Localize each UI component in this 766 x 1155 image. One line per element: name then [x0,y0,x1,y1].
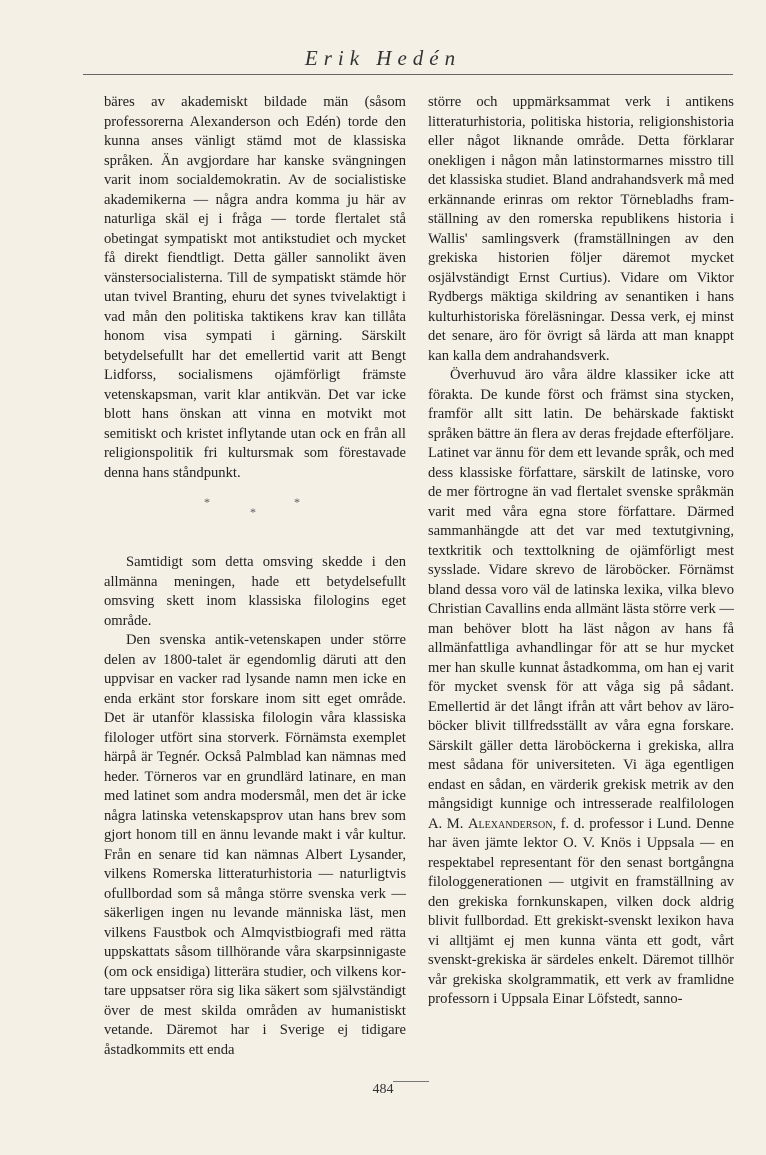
page-number: 484 [372,1082,394,1097]
right-column [428,93,734,1010]
right-paragraph-2-part-b: , f. d. professor i Lund. Denne har även jämte lektor O. V. Knös i Uppsala — en respektabel representant för den senast bortgångna filologgenerationen — utgivit en framställning av den grekiska fornkunskapen, vilken dock aldrig blivit fullbordad. Ett grekiskt-svenskt lexikon hava vi alltjämt ej men kunna vänta ett godt, vårt svenskt-grekiska är särdeles enkelt. Däremot tillhör vår grekiska skolgrammatik, ett verk av framlidne professorn i Uppsala Einar Löfstedt, sanno- [428,815,734,1007]
right-paragraph-1: större och uppmärksammat verk i antikens litteraturhistoria, politiska historia, religionshistoria eller något liknande område. Detta förklarar onekligen i någon mån latinstormarnes misstro till det klassiska studiet. Bland andrahandsverk må med erkännande erinras om rektor Törnebladhs framställning av den romerska republikens historia i Wallis' samlingsverk (framställningen av den grekiska historien följer däremot mycket osjälvständigt Ernst Curtius). Vidare om Viktor Rydbergs mäktiga skildring av senantiken i hans kulturhistoriska föreläsningar. Dessa verk, ej minst det senare, äro för övrigt så lärda att man knappt kan kalla dem andrahandsverk. [428,94,734,364]
left-paragraph-2: Samtidigt som detta omsving skedde i den allmänna meningen, hade ett betydelsefullt omsving skett inom klassiska filologins eget område. [104,554,406,629]
header-rule [83,74,733,75]
section-separator [104,493,406,553]
separator-star: * [250,505,256,519]
left-paragraph-3: Den svenska antik-vetenskapen under större delen av 1800-talet är egendomlig däruti att den uppvisar en vacker rad lysande namn men icke en enda erkänt stor forskare inom sitt eget område. Det är utanför klassiska filologin våra klassiska filologer utfört sina storverk. Förnämsta exemplet härpå är Tegnér. Också Palmblad kan nämnas med heder. Törneros var en grundlärd latinare, en man med latinet som andra modersmål, men det är icke några latinska vetenskapsprov utan hans brev som gjort honom till en ännu levande makt i vår kultur. Från en senare tid kan nämnas Albert Lysander, vilkens Romerska litteraturhistoria — naturligtvis ofullbordad som så många större svenska verk — säkerligen ingen nu levande människa läst, men vilkens Faustbok och Almqvistbiografi med rätta uppskattats såsom tillhörande våra skarpsinnigaste (om ock ensidiga) litterära studier, och vilkens kortare uppsatser röra sig lika säkert som självständigt över de mest skilda områden av humanistiskt vetande. Däremot har i Sverige ej tidigare åstadkommits ett enda [104,632,406,1058]
author-name-smallcaps: Alexanderson [468,815,553,832]
left-column [104,93,406,1060]
separator-star: * [204,495,210,509]
right-paragraph-2 [428,366,734,1010]
right-paragraph-2-part-a: Överhuvud äro våra äldre klassiker icke att förakta. De kunde först och främst sina stycken, framför allt sitt latin. De behärskade faktiskt språken bättre än flera av deras frejdade efterföljare. Latinet var ännu för dem ett levande språk, och med dess klassiske författare, särskilt de latinske, voro de mer förtrogne än vad flertalet svenske språkmän varit med våra egna store författare. Därmed sammanhängde att det var med textutgivning, textkritik och texttolkning de ojämförligt mest sysslade. Vidare skrevo de läroböcker. Förnämst bland dessa voro väl de latinska lexika, vilka blevo Christian Cavallins enda allmänt lästa större verk — man behöver blott ha läst någon av hans få allmänfattliga avhandlingar för att se hur mycket mer han skulle kunnat åstadkomma, om han ej varit för mycket svensk för att våga sig på sådant. Emellertid är det långt ifrån att vårt behov av läroböcker blivit tillfredsställt av våra egna forskare. Särskilt gäller detta läroböckerna i grekiska, allra mest sådana för universiteten. Vi äga egentligen endast en sådan, en värderik grekisk metrik av den mångsidigt kunnige och intresserade realfilologen A. M. [428,367,734,832]
separator-star: * [294,495,300,509]
left-paragraph-1: bäres av akademiskt bildade män (såsom professorerna Alexanderson och Edén) torde den kunna anses vänligt stämd mot de klassiska språken. Än avgjordare har kanske svängningen varit inom socialdemokratin. Av de socialistiske akademikerna — några andra komma ju här av naturliga skäl ej i fråga — torde flertalet stå obetingat sympatiskt mot antikstudiet och mycket få direkt fiendtligt. Detta gäller sannolikt även vänstersocialisterna. Till de sympatiskt stämde hör utan tvivel Branting, ehuru det synes tvivelaktigt i vad mån den politiska taktikens krav kan tillåta honom visa sympati i gärning. Särskilt betydelsefullt har det emellertid varit att Bengt Lidforss, socialismens ojämförligt främste vetenskapsman, varit klar antikvän. Det var icke blott hans önskan att vinna en motvikt mot semitiskt och kristet inflytande utan ock en från all religionspolitik fri kultursmak som förestavade denna hans ståndpunkt. [104,94,406,481]
running-header: Erik Hedén [304,46,462,70]
